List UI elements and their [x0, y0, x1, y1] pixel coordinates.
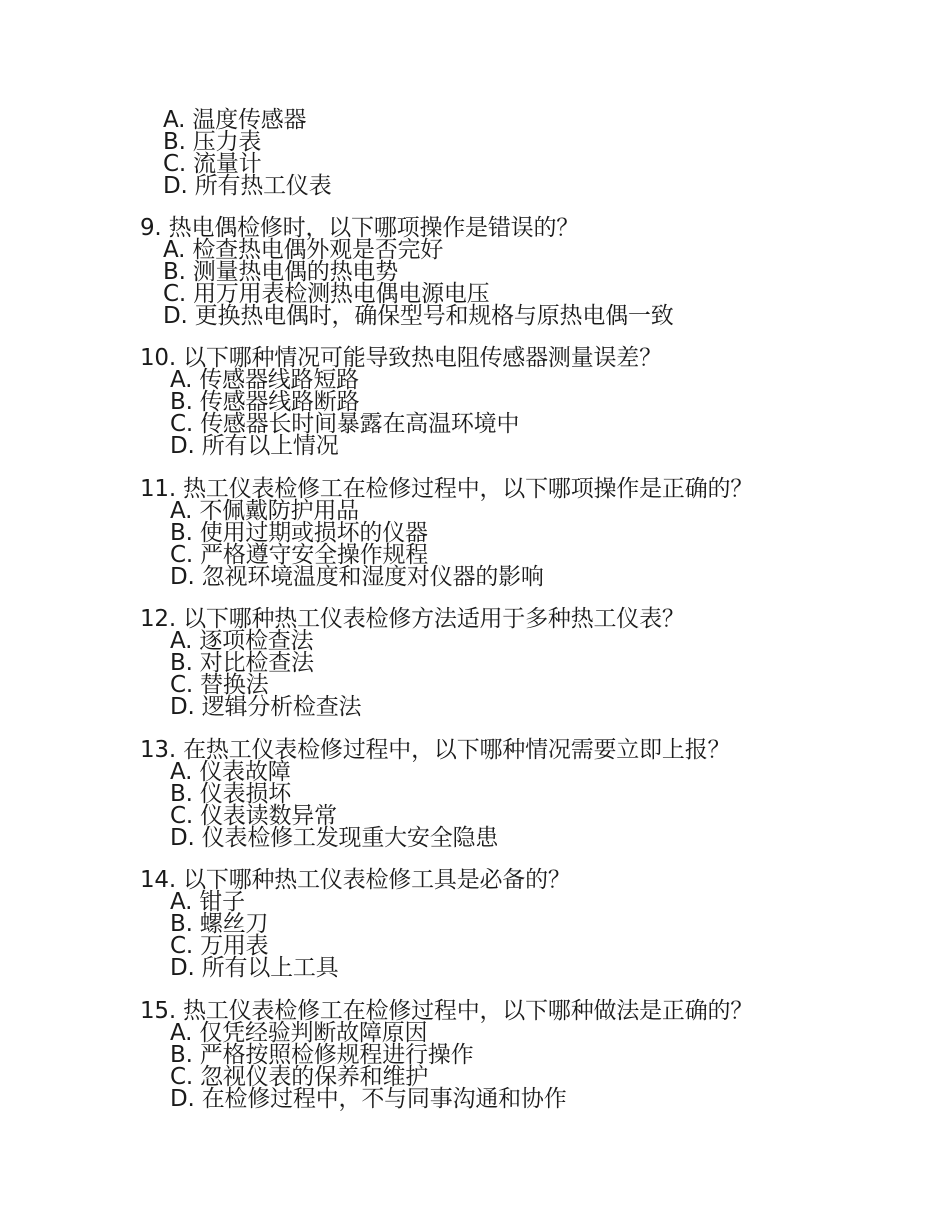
option-c: C. 严格遵守安全操作规程 [170, 542, 429, 568]
option-d: D. 所有热工仪表 [163, 173, 332, 199]
option-c: C. 传感器长时间暴露在高温环境中 [170, 411, 520, 437]
option-c: C. 流量计 [163, 151, 262, 177]
option-a: A. 仪表故障 [170, 759, 291, 785]
option-b: B. 使用过期或损坏的仪器 [170, 520, 428, 546]
option-b: B. 传感器线路断路 [170, 389, 360, 415]
option-c: C. 仪表读数异常 [170, 803, 337, 829]
option-d: D. 更换热电偶时，确保型号和规格与原热电偶一致 [163, 303, 674, 329]
option-d: D. 所有以上工具 [170, 955, 339, 981]
option-a: A. 温度传感器 [163, 107, 307, 133]
option-b: B. 压力表 [163, 129, 262, 155]
option-a: A. 钳子 [170, 889, 245, 915]
option-d: D. 在检修过程中，不与同事沟通和协作 [170, 1086, 567, 1112]
option-a: A. 仅凭经验判断故障原因 [170, 1020, 428, 1046]
option-c: C. 用万用表检测热电偶电源电压 [163, 281, 490, 307]
option-d: D. 逻辑分析检查法 [170, 694, 362, 720]
option-b: B. 对比检查法 [170, 650, 314, 676]
option-d: D. 忽视环境温度和湿度对仪器的影响 [170, 564, 544, 590]
option-c: C. 万用表 [170, 933, 269, 959]
question-stem: 12. 以下哪种热工仪表检修方法适用于多种热工仪表？ [140, 606, 685, 632]
option-b: B. 严格按照检修规程进行操作 [170, 1042, 474, 1068]
option-c: C. 替换法 [170, 672, 269, 698]
option-b: B. 测量热电偶的热电势 [163, 259, 399, 285]
option-a: A. 检查热电偶外观是否完好 [163, 237, 444, 263]
option-d: D. 仪表检修工发现重大安全隐患 [170, 825, 499, 851]
option-b: B. 螺丝刀 [170, 911, 269, 937]
question-stem: 10. 以下哪种情况可能导致热电阻传感器测量误差？ [140, 345, 662, 371]
question-stem: 15. 热工仪表检修工在检修过程中，以下哪种做法是正确的？ [140, 998, 754, 1024]
option-c: C. 忽视仪表的保养和维护 [170, 1064, 429, 1090]
option-a: A. 不佩戴防护用品 [170, 498, 359, 524]
option-d: D. 所有以上情况 [170, 433, 339, 459]
question-stem: 11. 热工仪表检修工在检修过程中，以下哪项操作是正确的？ [140, 476, 754, 502]
question-stem: 13. 在热工仪表检修过程中，以下哪种情况需要立即上报？ [140, 737, 731, 763]
question-stem: 9. 热电偶检修时，以下哪项操作是错误的？ [140, 215, 580, 241]
option-b: B. 仪表损坏 [170, 781, 292, 807]
option-a: A. 传感器线路短路 [170, 367, 359, 393]
option-a: A. 逐项检查法 [170, 628, 314, 654]
question-stem: 14. 以下哪种热工仪表检修工具是必备的？ [140, 867, 571, 893]
